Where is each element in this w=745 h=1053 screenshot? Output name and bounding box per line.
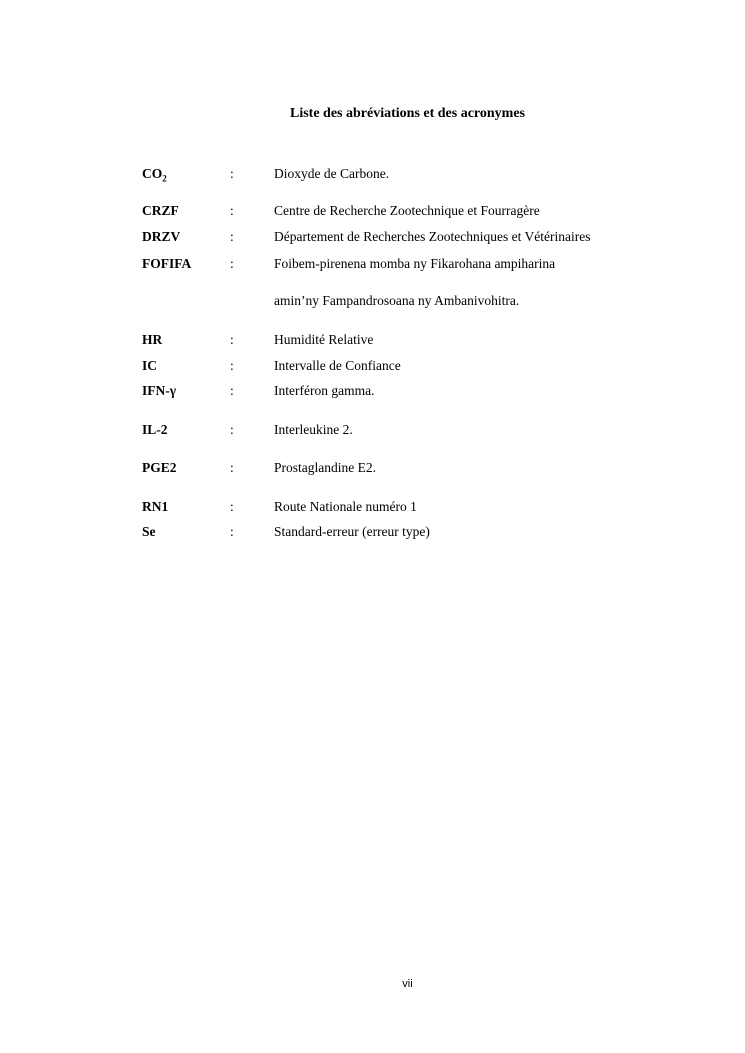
abbreviation: IFN-γ (142, 383, 177, 398)
definition: Centre de Recherche Zootechnique et Fourragère (274, 203, 540, 218)
separator: : (230, 358, 234, 373)
list-item-continuation (0, 292, 745, 310)
definition: Intervalle de Confiance (274, 358, 401, 373)
separator: : (230, 256, 234, 271)
separator: : (230, 422, 234, 437)
definition: Département de Recherches Zootechniques et Vétérinaires (274, 229, 591, 244)
list-item (0, 459, 745, 477)
abbreviation: RN1 (142, 499, 169, 514)
definition: amin’ny Fampandrosoana ny Ambanivohitra. (274, 293, 520, 308)
abbreviation: $CO_2$ (142, 166, 167, 184)
separator: : (230, 383, 234, 398)
list-item (0, 498, 745, 516)
abbreviation: HR (142, 332, 163, 347)
definition: Foibem-pirenena momba ny Fikarohana ampiharina (274, 256, 556, 271)
abbreviation: DRZV (142, 229, 181, 244)
list-item (0, 165, 745, 183)
separator: : (230, 203, 234, 218)
page-title: Liste des abréviations et des acronymes (290, 106, 525, 121)
abbreviation: Se (142, 524, 156, 539)
list-item (0, 255, 745, 273)
list-item (0, 523, 745, 541)
abbreviation: IL-2 (142, 422, 168, 437)
separator: : (230, 524, 234, 539)
definition: Humidité Relative (274, 332, 374, 347)
definition: Prostaglandine E2. (274, 460, 376, 475)
page-number: vii (402, 978, 413, 990)
abbreviation: CRZF (142, 203, 179, 218)
definition: Dioxyde de Carbone. (274, 166, 390, 181)
abbreviation: PGE2 (142, 460, 177, 475)
list-item (0, 331, 745, 349)
separator: : (230, 460, 234, 475)
separator: : (230, 499, 234, 514)
list-item (0, 421, 745, 439)
definition: Interféron gamma. (274, 383, 375, 398)
definition: Standard-erreur (erreur type) (274, 524, 430, 539)
list-item (0, 382, 745, 400)
list-item (0, 357, 745, 375)
definition: Interleukine 2. (274, 422, 353, 437)
list-item (0, 202, 745, 220)
list-item (0, 228, 745, 246)
separator: : (230, 332, 234, 347)
separator: : (230, 166, 234, 181)
abbreviation: FOFIFA (142, 256, 192, 271)
definition: Route Nationale numéro 1 (274, 499, 417, 514)
abbreviation: IC (142, 358, 158, 373)
separator: : (230, 229, 234, 244)
